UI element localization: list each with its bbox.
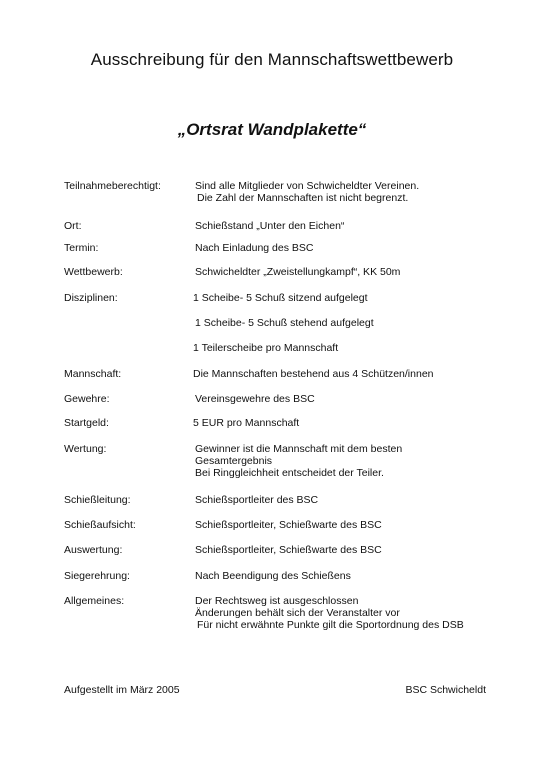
row-label: Siegerehrung:: [64, 570, 130, 582]
row-label: Startgeld:: [64, 417, 109, 429]
row-label: Termin:: [64, 242, 99, 254]
row-label: Wettbewerb:: [64, 266, 123, 278]
row-value-line: Gewinner ist die Mannschaft mit dem besten: [195, 443, 403, 455]
row-label: Gewehre:: [64, 393, 110, 405]
row-label: Mannschaft:: [64, 368, 122, 380]
footer-date: Aufgestellt im März 2005: [64, 684, 180, 696]
row-value-line: 1 Scheibe- 5 Schuß sitzend aufgelegt: [193, 292, 368, 304]
row-value-line: Für nicht erwähnte Punkte gilt die Sportordnung des DSB: [197, 619, 464, 631]
row-label: Ort:: [64, 220, 82, 232]
footer-organizer: BSC Schwicheldt: [405, 684, 486, 696]
row-value-line: Schießsportleiter des BSC: [195, 494, 319, 506]
page-subtitle: „Ortsrat Wandplakette“: [177, 120, 367, 139]
row-value-line: Schießsportleiter, Schießwarte des BSC: [195, 519, 382, 531]
row-value-line: Schießstand „Unter den Eichen“: [195, 220, 345, 232]
row-label: Auswertung:: [64, 544, 123, 556]
row-value-line: Vereinsgewehre des BSC: [195, 393, 315, 405]
row-value-line: Schwicheldter „Zweistellungkampf“, KK 50m: [195, 266, 401, 278]
row-label: Schießaufsicht:: [64, 519, 136, 531]
row-value-line: Die Mannschaften bestehend aus 4 Schützen/innen: [193, 368, 434, 380]
row-value-line: 1 Scheibe- 5 Schuß stehend aufgelegt: [195, 317, 374, 329]
row-label: Disziplinen:: [64, 292, 118, 304]
row-value-line: Nach Einladung des BSC: [195, 242, 314, 254]
row-value-line: 5 EUR pro Mannschaft: [193, 417, 300, 429]
row-label: Allgemeines:: [64, 595, 125, 607]
row-value-line: Gesamtergebnis: [195, 455, 273, 467]
row-value-line: Änderungen behält sich der Veranstalter vor: [195, 607, 400, 619]
row-label: Schießleitung:: [64, 494, 131, 506]
row-value-line: Der Rechtsweg ist ausgeschlossen: [195, 595, 359, 607]
row-value-line: 1 Teilerscheibe pro Mannschaft: [193, 342, 339, 354]
row-value-line: Sind alle Mitglieder von Schwicheldter Vereinen.: [195, 180, 420, 192]
row-label: Wertung:: [64, 443, 107, 455]
row-label: Teilnahmeberechtigt:: [64, 180, 161, 192]
row-value-line: Schießsportleiter, Schießwarte des BSC: [195, 544, 382, 556]
page-title: Ausschreibung für den Mannschaftswettbewerb: [90, 50, 454, 69]
row-value-line: Bei Ringgleichheit entscheidet der Teiler.: [195, 467, 384, 479]
row-value-line: Die Zahl der Mannschaften ist nicht begrenzt.: [197, 192, 409, 204]
row-value-line: Nach Beendigung des Schießens: [195, 570, 351, 582]
